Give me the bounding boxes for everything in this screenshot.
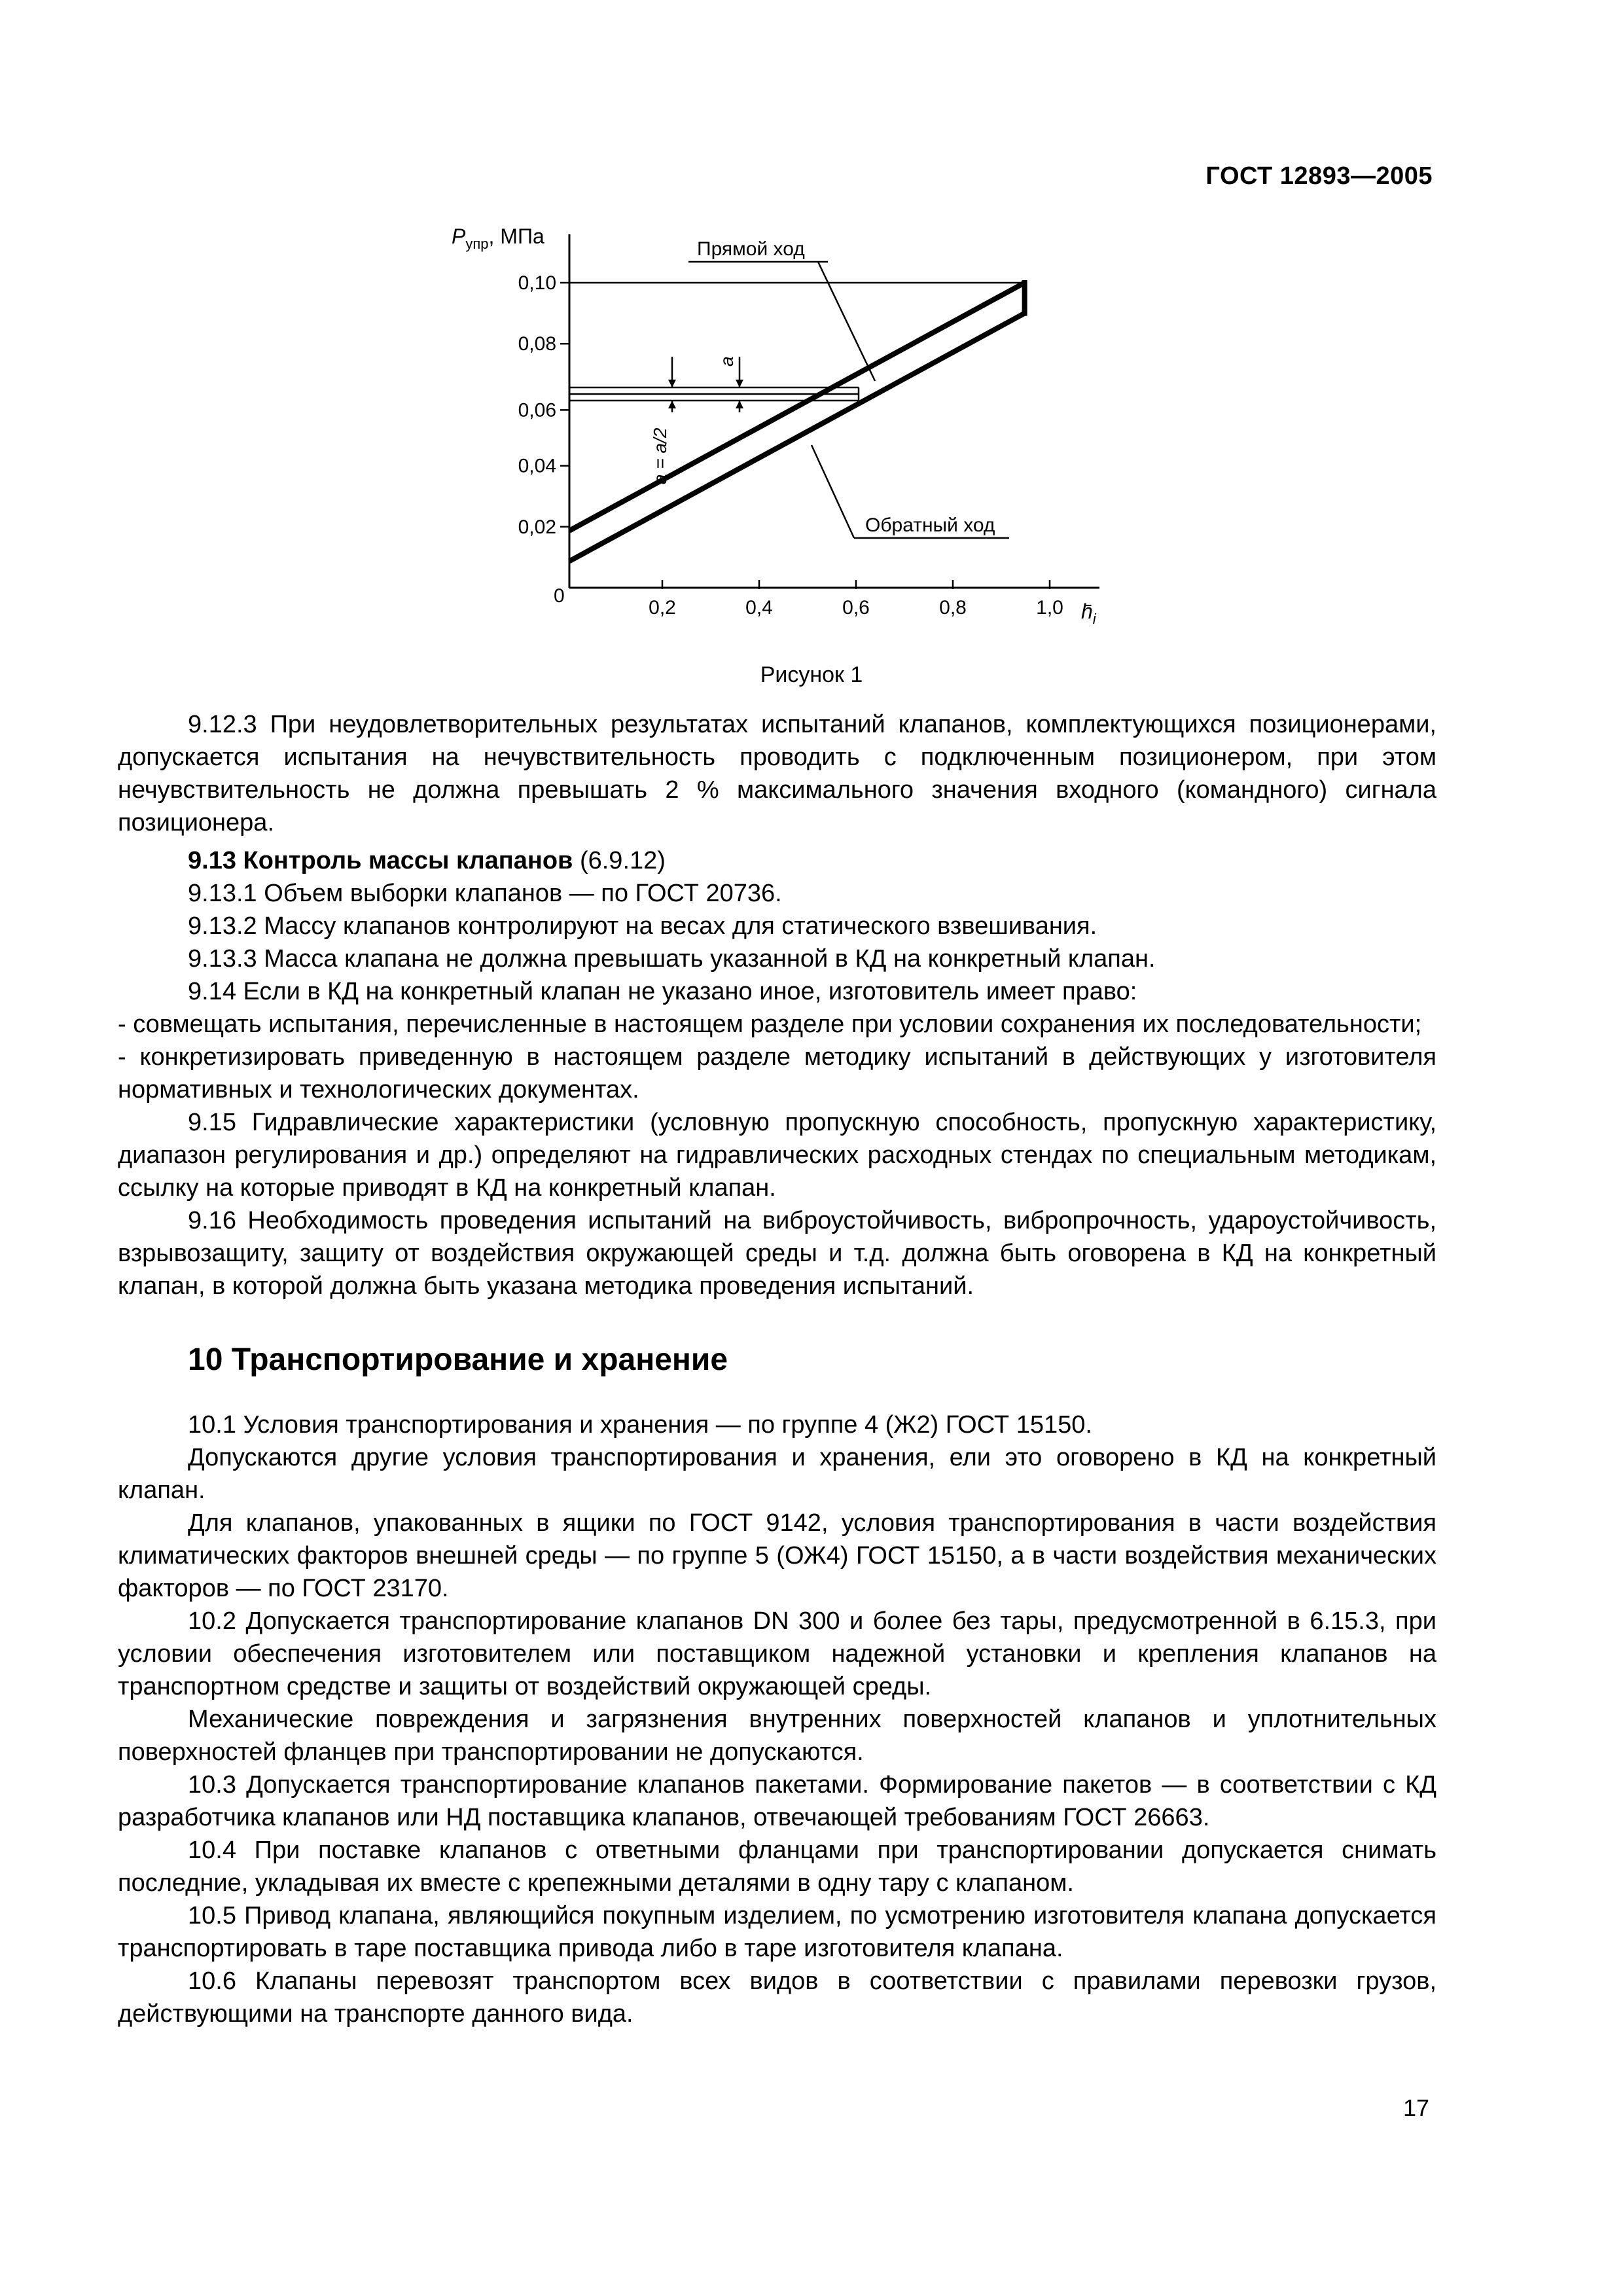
document-body bbox=[118, 708, 1436, 2030]
paragraph-9-13-3: 9.13.3 Масса клапана не должна превышать указанной в КД на конкретный клапан. bbox=[188, 945, 1156, 973]
heading-9-13-ref: (6.9.12) bbox=[573, 847, 666, 874]
paragraph-10-1-c: Для клапанов, упакованных в ящики по ГОСТ 9142, условия транспортирования в части воздействия климатических факторов внешней среды — по группе 5 (ОЖ4) ГОСТ 15150, а в части воздействия механических факторов — по ГОСТ 23170. bbox=[118, 1509, 1436, 1602]
paragraph-10-3: 10.3 Допускается транспортирование клапанов пакетами. Формирование пакетов — в соответствии с КД разработчика клапанов или НД поставщика клапанов, отвечающей требованиям ГОСТ 26663. bbox=[118, 1771, 1436, 1831]
paragraph-10-6: 10.6 Клапаны перевозят транспортом всех видов в соответствии с правилами перевозки грузов, действующими на транспорте данного вида. bbox=[118, 1967, 1436, 2028]
y-tick-label: 0,08 bbox=[518, 333, 556, 355]
paragraph-10-4: 10.4 При поставке клапанов с ответными фланцами при транспортировании допускается снимать последние, укладывая их вместе с крепежными деталями в одну тару с клапаном. bbox=[118, 1837, 1436, 1897]
section-heading-10: 10 Транспортирование и хранение bbox=[188, 1342, 728, 1377]
paragraph-9-12-3: 9.12.3 При неудовлетворительных результатах испытаний клапанов, комплектующихся позиционерами, допускается испытания на нечувствительность проводить с подключенным позиционером, при этом нечувствительность не должна превышать 2 % максимального значения входного (командного) сигнала позиционера. bbox=[118, 711, 1436, 836]
page-number: 17 bbox=[1402, 2094, 1429, 2121]
reverse-leader bbox=[812, 445, 854, 538]
dimension-a-half-label: a = a/2 bbox=[650, 427, 670, 484]
x-tick-label: 0,8 bbox=[939, 597, 967, 619]
arrowhead bbox=[736, 380, 743, 387]
figure-caption: Рисунок 1 bbox=[760, 662, 863, 687]
reverse-label: Обратный ход bbox=[865, 514, 995, 536]
document-code: ГОСТ 12893—2005 bbox=[1205, 162, 1433, 190]
heading-9-13-title: 9.13 Контроль массы клапанов bbox=[188, 847, 573, 874]
list-item-9-14-b: - конкретизировать приведенную в настоящем разделе методику испытаний в действующих у изготовителя нормативных и технологических документах. bbox=[118, 1043, 1436, 1103]
paragraph-10-1: 10.1 Условия транспортирования и хранения — по группе 4 (Ж2) ГОСТ 15150. bbox=[188, 1411, 1092, 1439]
x-axis-label: $h̄_i$ bbox=[1081, 600, 1096, 627]
arrowhead bbox=[668, 401, 676, 408]
dimension-a-label: a bbox=[717, 356, 737, 367]
arrowhead bbox=[668, 380, 676, 387]
y-tick-label: 0,04 bbox=[518, 455, 556, 477]
y-ticks bbox=[518, 272, 569, 538]
heading-9-13 bbox=[118, 844, 1436, 877]
x-tick-label: 1,0 bbox=[1036, 597, 1063, 619]
arrowhead bbox=[736, 401, 743, 408]
x-ticks bbox=[649, 580, 1063, 619]
y-axis-label: $P_{упр}$, МПа bbox=[452, 224, 544, 252]
x-tick-label: 0,6 bbox=[842, 597, 870, 619]
y-tick-label: 0,10 bbox=[518, 272, 556, 294]
forward-leader bbox=[818, 262, 875, 381]
dimension-band bbox=[569, 357, 859, 412]
forward-label: Прямой ход bbox=[697, 238, 805, 260]
x-tick-label: 0,4 bbox=[745, 597, 773, 619]
paragraph-9-13-1: 9.13.1 Объем выборки клапанов — по ГОСТ 20736. bbox=[188, 880, 782, 907]
paragraph-10-2-b: Механические повреждения и загрязнения внутренних поверхностей клапанов и уплотнительных поверхностей фланцев при транспортировании не допускаются. bbox=[118, 1706, 1436, 1766]
origin-label: 0 bbox=[554, 585, 565, 607]
paragraph-9-15: 9.15 Гидравлические характеристики (условную пропускную способность, пропускную характеристику, диапазон регулирования и др.) определяют на гидравлических расходных стендах по специальным методикам, ссылку на которые приводят в КД на конкретный клапан. bbox=[118, 1109, 1436, 1202]
list-item-9-14-a: - совмещать испытания, перечисленные в настоящем разделе при условии сохранения их последовательности; bbox=[118, 1011, 1422, 1038]
paragraph-10-2: 10.2 Допускается транспортирование клапанов DN 300 и более без тары, предусмотренной в 6.15.3, при условии обеспечения изготовителем или поставщиком надежной установки и крепления клапанов на транспортном средстве и защиты от воздействий окружающей среды. bbox=[118, 1607, 1436, 1700]
forward-stroke-line bbox=[569, 283, 1025, 531]
paragraph-9-13-2: 9.13.2 Массу клапанов контролируют на весах для статического взвешивания. bbox=[188, 912, 1097, 940]
paragraph-9-14: 9.14 Если в КД на конкретный клапан не указано иное, изготовитель имеет право: bbox=[188, 978, 1137, 1005]
figure-1-chart bbox=[393, 216, 1165, 661]
paragraph-10-5: 10.5 Привод клапана, являющийся покупным изделием, по усмотрению изготовителя клапана допускается транспортировать в таре поставщика привода либо в таре изготовителя клапана. bbox=[118, 1902, 1436, 1962]
paragraph-10-1-b: Допускаются другие условия транспортирования и хранения, ели это оговорено в КД на конкретный клапан. bbox=[118, 1444, 1436, 1504]
y-tick-label: 0,02 bbox=[518, 516, 556, 538]
paragraph-9-16: 9.16 Необходимость проведения испытаний на виброустойчивость, вибропрочность, удароустойчивость, взрывозащиту, защиту от воздействия окружающей среды и т.д. должна быть оговорена в КД на конкретный клапан, в которой должна быть указана методика проведения испытаний. bbox=[118, 1207, 1436, 1300]
x-tick-label: 0,2 bbox=[649, 597, 676, 619]
y-tick-label: 0,06 bbox=[518, 399, 556, 422]
